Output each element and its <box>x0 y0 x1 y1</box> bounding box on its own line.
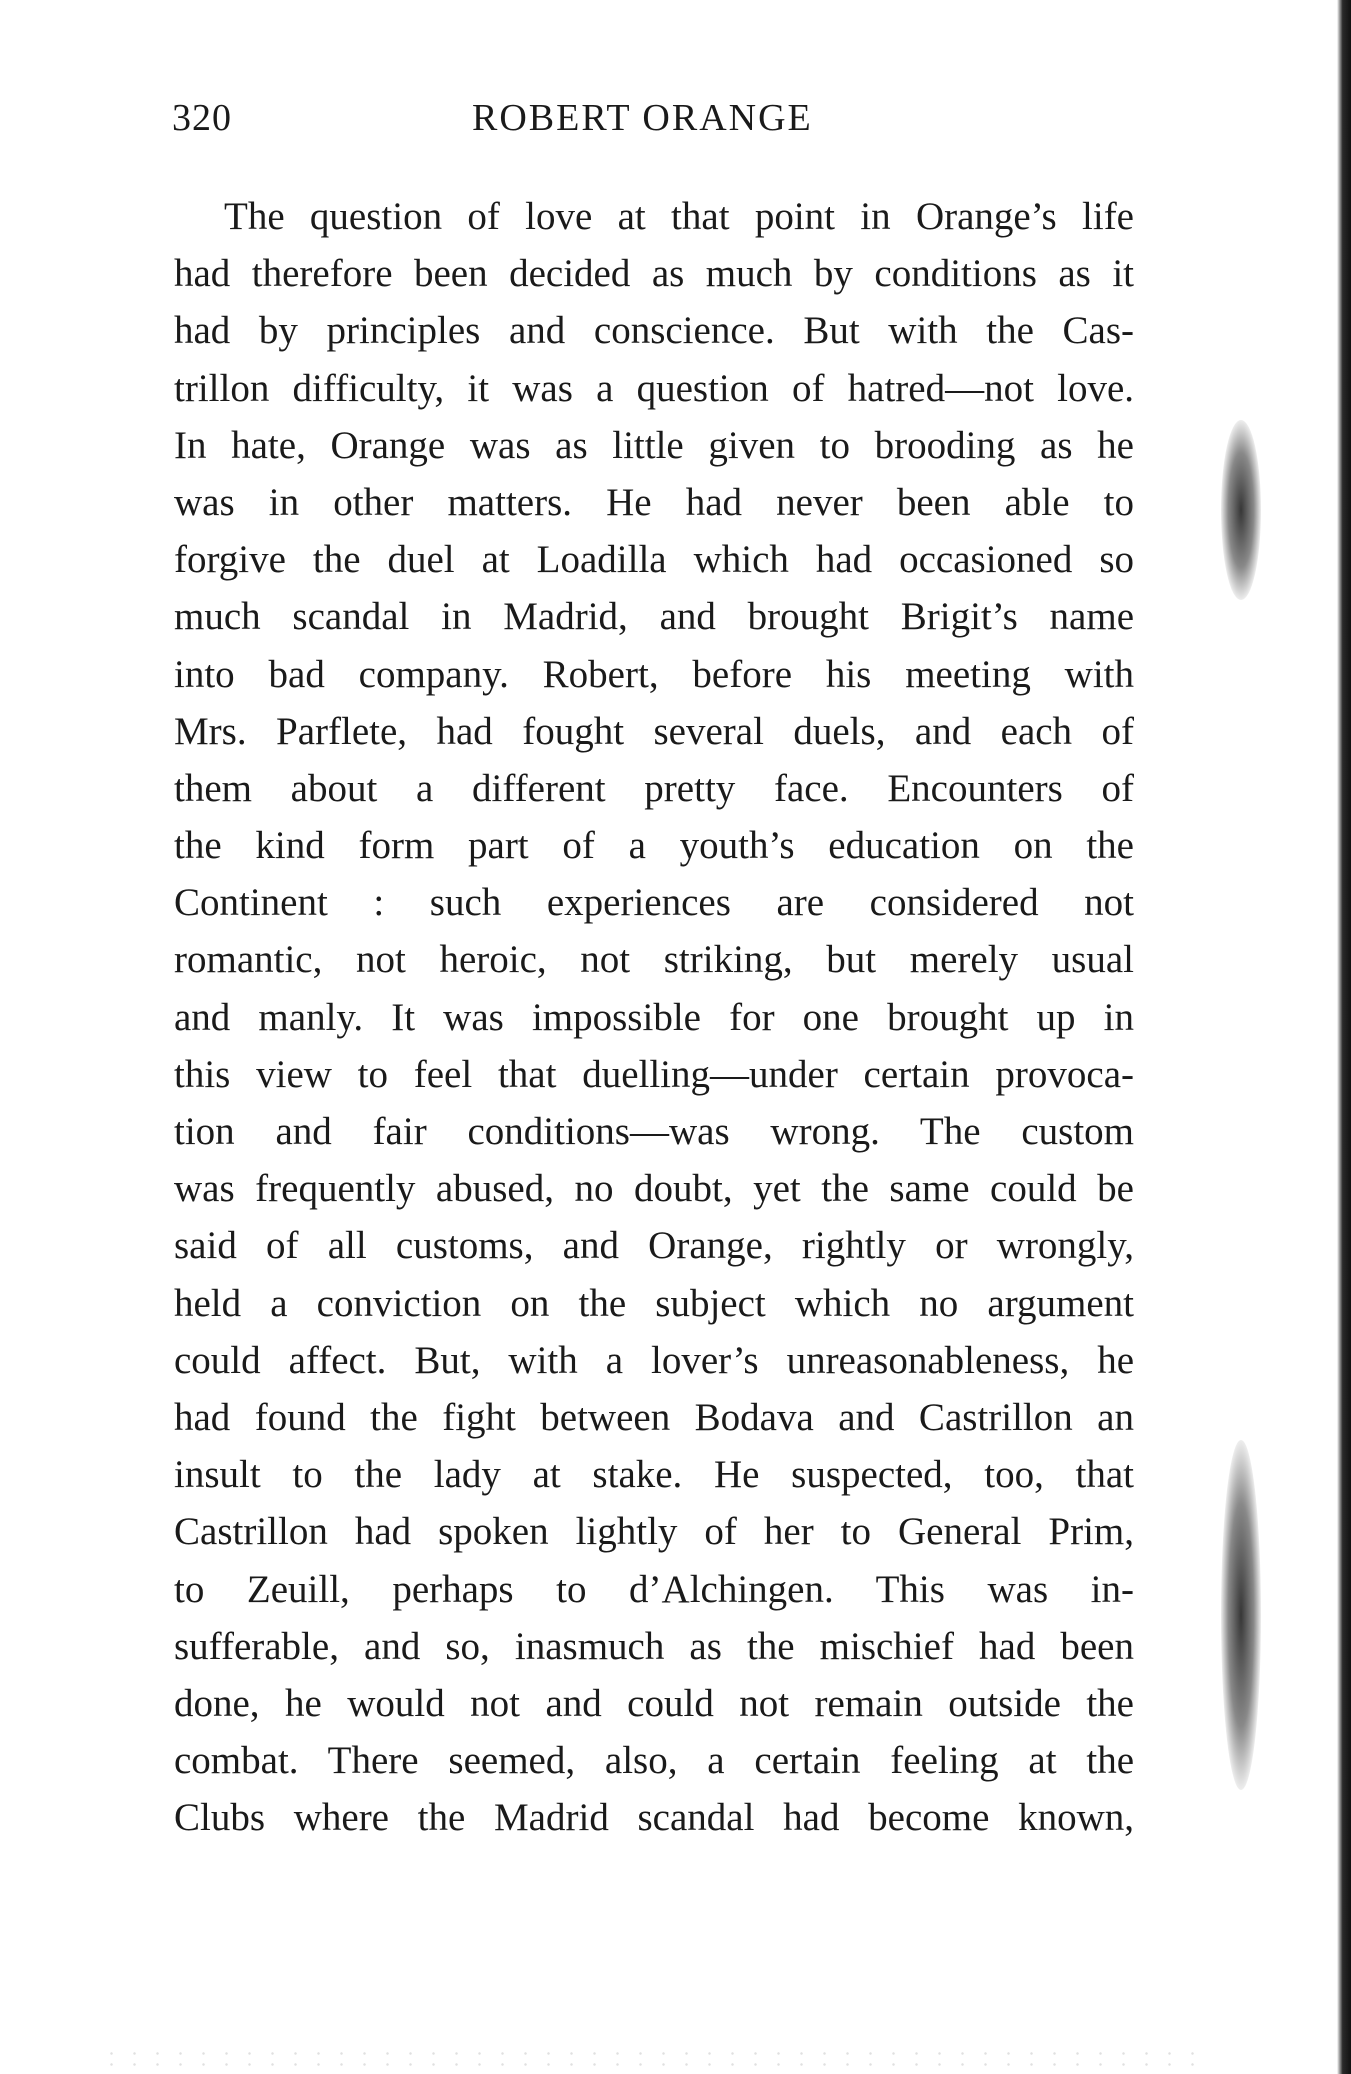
text-line: Clubs where the Madrid scandal had become known, <box>174 1796 1134 1840</box>
text-line: into bad company. Robert, before his meeting with <box>174 652 1134 696</box>
text-line: sufferable, and so, inasmuch as the mischief had been <box>174 1624 1134 1668</box>
scan-smudge <box>1221 420 1261 600</box>
text-line: was frequently abused, no doubt, yet the same could be <box>174 1167 1134 1211</box>
text-line: the kind form part of a youth’s education on the <box>174 824 1134 868</box>
text-line: In hate, Orange was as little given to brooding as he <box>174 423 1134 467</box>
page-header <box>172 96 1132 146</box>
text-line: had by principles and conscience. But with the Cas- <box>174 309 1134 353</box>
text-line: had therefore been decided as much by conditions as it <box>174 252 1134 296</box>
text-line: tion and fair conditions—was wrong. The custom <box>174 1110 1134 1153</box>
text-line: to Zeuill, perhaps to d’Alchingen. This was in- <box>174 1567 1134 1611</box>
page-number: 320 <box>172 97 232 139</box>
text-line: was in other matters. He had never been able to <box>174 480 1134 524</box>
binding-edge <box>1337 0 1351 2074</box>
text-line: this view to feel that duelling—under certain provoca- <box>174 1052 1134 1096</box>
text-line: could affect. But, with a lover’s unreasonableness, he <box>174 1338 1134 1382</box>
text-line: much scandal in Madrid, and brought Brigit’s name <box>174 595 1134 639</box>
running-title: ROBERT ORANGE <box>472 97 813 139</box>
scan-smudge <box>1221 1440 1261 1790</box>
text-line: said of all customs, and Orange, rightly or wrongly, <box>174 1224 1134 1268</box>
text-line: Mrs. Parflete, had fought several duels, and each of <box>174 709 1134 753</box>
body-text <box>174 188 1134 1846</box>
text-line: insult to the lady at stake. He suspected, too, that <box>174 1453 1134 1497</box>
text-line: romantic, not heroic, not striking, but merely usual <box>174 938 1134 982</box>
text-line: combat. There seemed, also, a certain feeling at the <box>174 1739 1134 1783</box>
text-line: done, he would not and could not remain outside the <box>174 1681 1134 1725</box>
text-line: them about a different pretty face. Encounters of <box>174 766 1134 810</box>
text-line: trillon difficulty, it was a question of hatred—not love. <box>174 366 1134 410</box>
text-line: The question of love at that point in Orange’s life <box>224 195 1134 238</box>
text-line: held a conviction on the subject which no argument <box>174 1281 1134 1325</box>
scan-speckle <box>100 2048 1200 2068</box>
text-line: Continent : such experiences are considered not <box>174 881 1134 925</box>
text-line: had found the fight between Bodava and Castrillon an <box>174 1395 1134 1439</box>
text-line: and manly. It was impossible for one brought up in <box>174 995 1134 1039</box>
text-line: Castrillon had spoken lightly of her to General Prim, <box>174 1510 1134 1554</box>
text-line: forgive the duel at Loadilla which had occasioned so <box>174 538 1134 582</box>
